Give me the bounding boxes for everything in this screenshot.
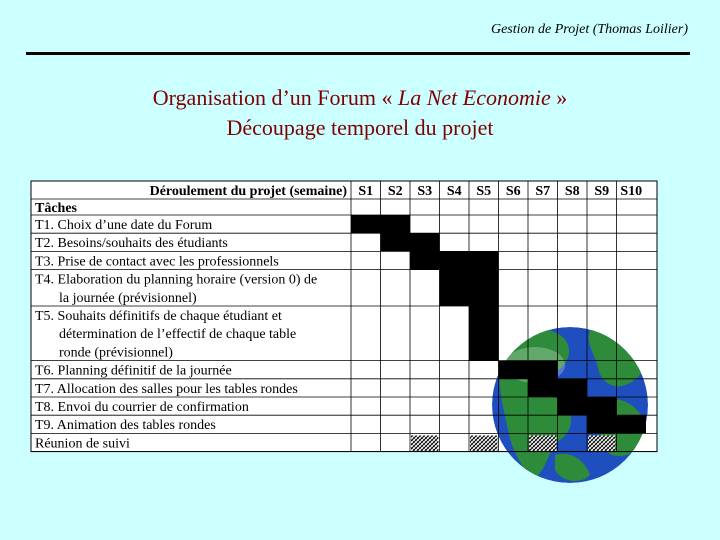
title-suffix: »	[550, 85, 568, 110]
task-label: la journée (prévisionnel)	[59, 290, 197, 306]
meeting-marker	[411, 435, 439, 451]
meeting-marker	[588, 435, 616, 451]
header-text: Gestion de Projet (Thomas Loilier)	[490, 22, 688, 37]
gantt-bar	[410, 251, 499, 269]
task-label: Réunion de suivi	[35, 436, 130, 452]
week-header-s1: S1	[358, 184, 374, 199]
title-italic: La Net Economie	[397, 85, 551, 110]
week-header-s3: S3	[417, 184, 433, 199]
task-label: T1. Choix d’une date du Forum	[35, 218, 213, 233]
task-label: T9. Animation des tables rondes	[35, 418, 216, 434]
task-label: T3. Prise de contact avec les professionnels	[35, 254, 279, 270]
task-label: T5. Souhaits définitifs de chaque étudiant et	[35, 309, 282, 324]
week-header-s5: S5	[476, 184, 492, 199]
title-prefix: Organisation d’un Forum «	[152, 85, 398, 110]
page-subtitle: Découpage temporel du projet	[226, 115, 494, 140]
week-header-s4: S4	[446, 184, 462, 199]
meeting-marker	[470, 435, 498, 451]
task-label: ronde (prévisionnel)	[59, 345, 173, 361]
gantt-bar	[469, 306, 499, 361]
week-header-s2: S2	[387, 184, 403, 199]
meeting-marker	[529, 435, 557, 451]
week-header-s6: S6	[505, 184, 521, 199]
week-header-s9: S9	[594, 184, 610, 199]
task-label: T2. Besoins/souhaits des étudiants	[35, 236, 228, 252]
task-label: T8. Envoi du courrier de confirmation	[35, 400, 249, 415]
week-header-s7: S7	[535, 184, 551, 199]
corner-label: Déroulement du projet (semaine)	[149, 184, 347, 199]
week-header-s8: S8	[564, 184, 580, 199]
task-label: T4. Elaboration du planning horaire (version 0) de	[35, 272, 318, 288]
week-header-s10: S10	[620, 184, 643, 199]
tasks-header: Tâches	[35, 201, 77, 216]
task-label: T6. Planning définitif de la journée	[35, 363, 232, 379]
task-label: T7. Allocation des salles pour les tables rondes	[35, 381, 298, 397]
task-label: détermination de l’effectif de chaque table	[59, 327, 297, 343]
